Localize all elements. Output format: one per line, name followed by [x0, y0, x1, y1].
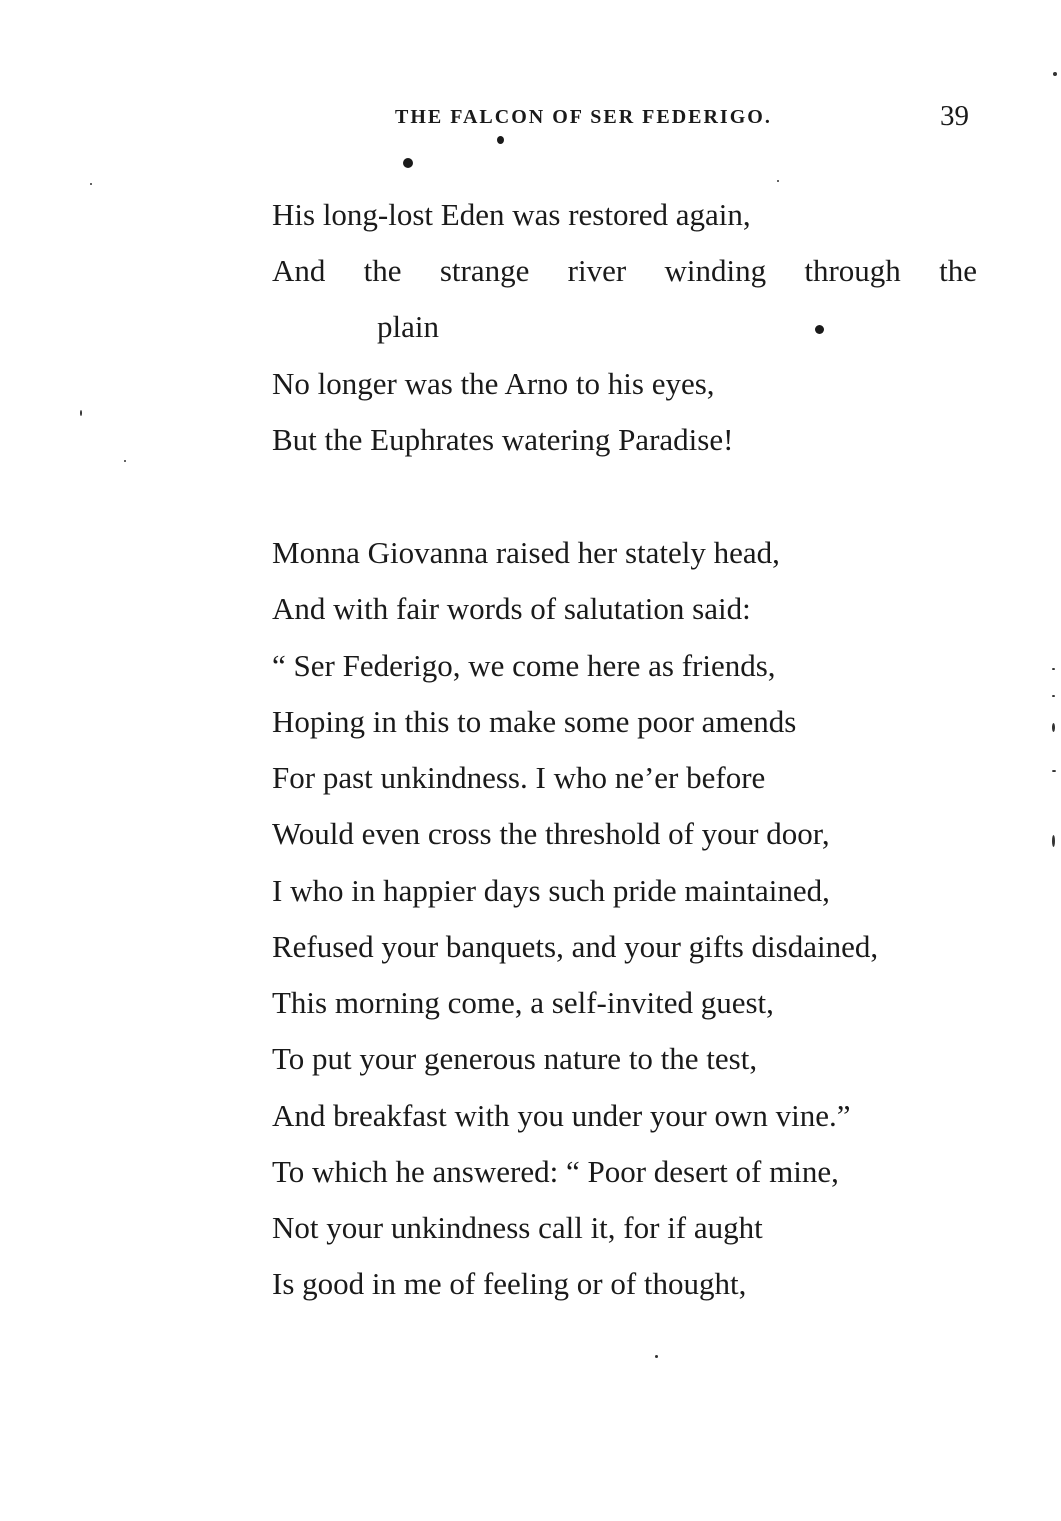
verse-line: Hoping in this to make some poor amends — [272, 704, 797, 739]
verse-line: No longer was the Arno to his eyes, — [272, 366, 715, 401]
running-title: THE FALCON OF SER FEDERIGO. — [395, 106, 772, 128]
ink-dot — [815, 325, 824, 334]
verse-line-continuation: plain — [377, 309, 439, 344]
ink-speck — [80, 410, 82, 416]
verse-line: Refused your banquets, and your gifts disdained, — [272, 929, 879, 964]
verse-word: the — [363, 253, 402, 288]
ink-speck — [1052, 835, 1055, 847]
verse-word: through — [804, 253, 901, 288]
verse-word: strange — [439, 253, 530, 288]
ink-speck — [655, 1355, 658, 1358]
verse-line-justified — [272, 255, 977, 286]
ink-speck — [777, 180, 779, 182]
verse-line: Not your unkindness call it, for if aught — [272, 1210, 763, 1245]
verse-word: And — [272, 253, 326, 288]
verse-line: Would even cross the threshold of your door, — [272, 816, 830, 851]
verse-word: the — [939, 253, 977, 288]
verse-word: river — [567, 253, 627, 288]
verse-line: To which he answered: “ Poor desert of mine, — [272, 1154, 839, 1189]
verse-line: But the Euphrates watering Paradise! — [272, 422, 734, 457]
verse-line: His long-lost Eden was restored again, — [272, 197, 751, 232]
ink-speck — [1052, 668, 1055, 670]
verse-line: Monna Giovanna raised her stately head, — [272, 535, 780, 570]
verse-word: winding — [664, 253, 767, 288]
ink-dot — [497, 136, 504, 144]
verse-line: “ Ser Federigo, we come here as friends, — [272, 648, 776, 683]
verse-line: For past unkindness. I who ne’er before — [272, 760, 766, 795]
ink-dot — [403, 158, 413, 168]
ink-speck — [1052, 723, 1055, 732]
verse-line: And with fair words of salutation said: — [272, 591, 751, 626]
verse-line: I who in happier days such pride maintained, — [272, 873, 830, 908]
ink-speck — [124, 460, 126, 462]
ink-speck — [1052, 770, 1056, 772]
page-number: 39 — [940, 100, 969, 132]
verse-line: And breakfast with you under your own vine.” — [272, 1098, 851, 1133]
ink-speck — [90, 183, 92, 185]
verse-line: Is good in me of feeling or of thought, — [272, 1266, 747, 1301]
verse-line: This morning come, a self-invited guest, — [272, 985, 774, 1020]
ink-speck — [1052, 695, 1055, 697]
ink-speck — [1053, 72, 1057, 76]
verse-line: To put your generous nature to the test, — [272, 1041, 758, 1076]
